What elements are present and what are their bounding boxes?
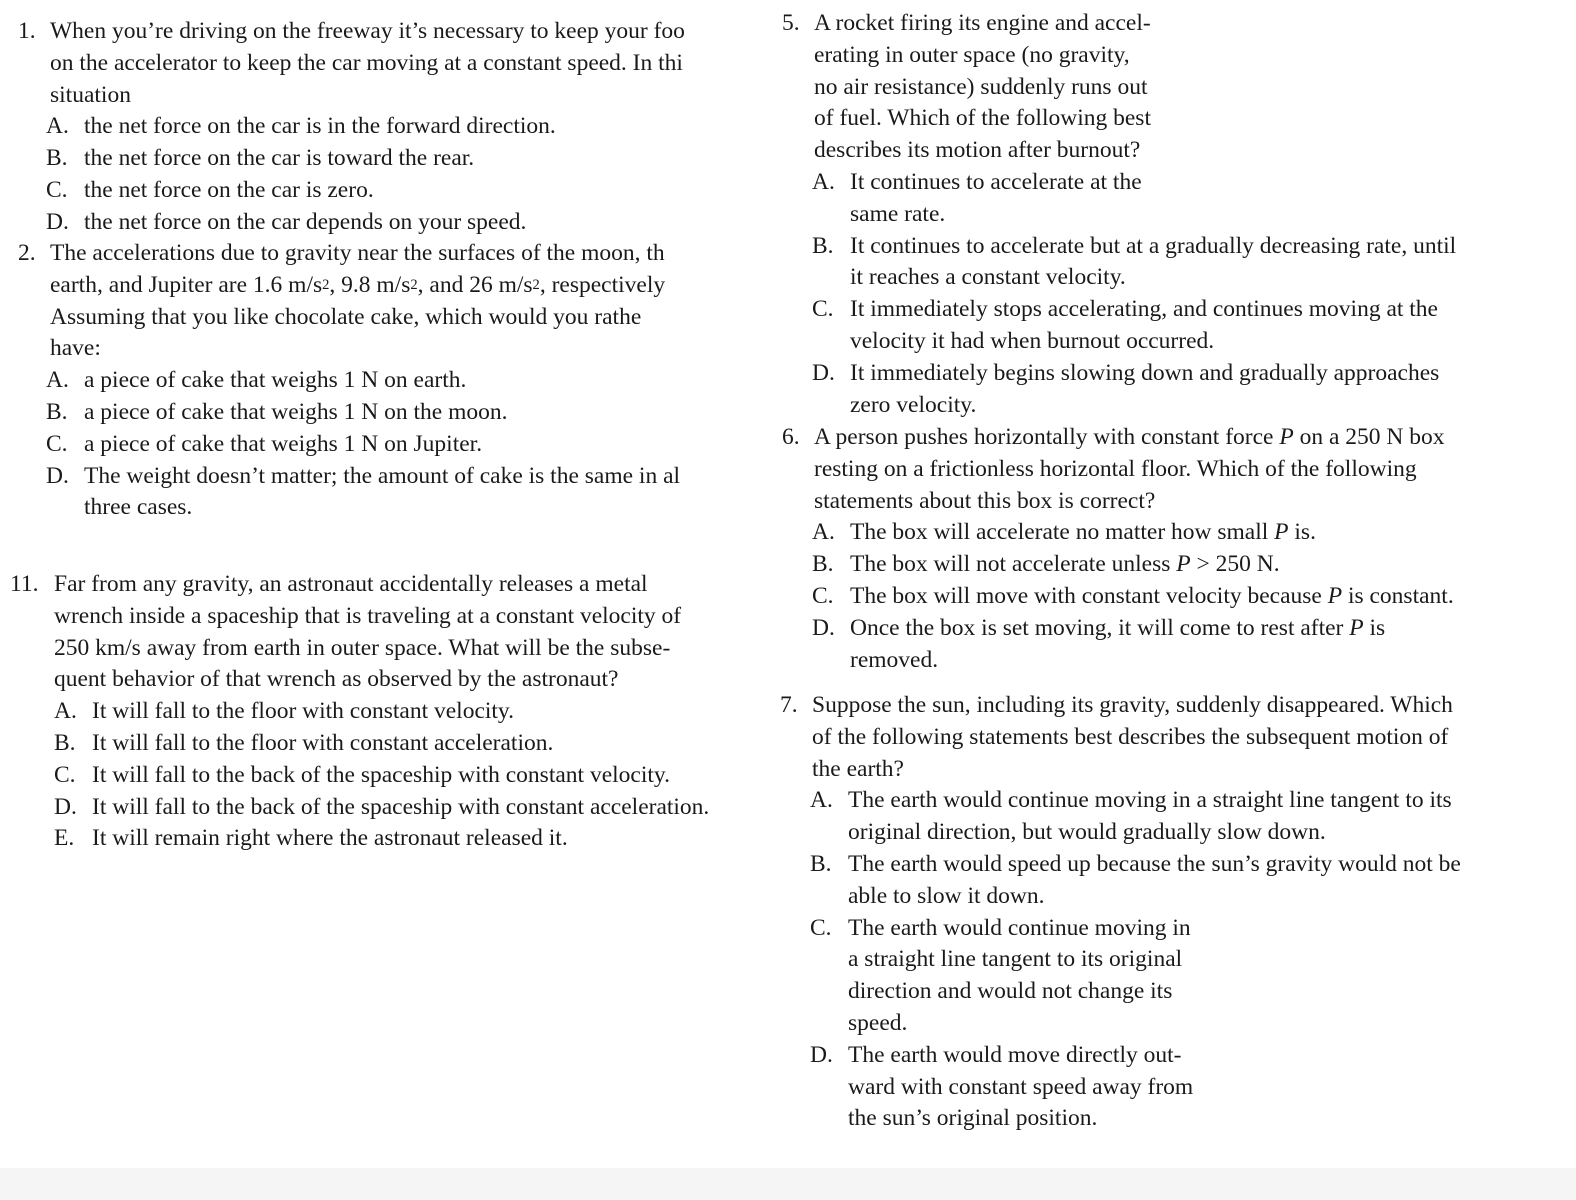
- stem-text: , and 26 m/s: [417, 271, 533, 298]
- page-bottom-band: [0, 1168, 1576, 1200]
- option-text: ward with constant speed away from: [848, 1073, 1194, 1100]
- option-text: zero velocity.: [850, 391, 977, 418]
- option-letter: D.: [812, 614, 835, 641]
- question-number: 2.: [18, 240, 36, 266]
- stem-line: the earth?: [812, 755, 904, 782]
- option-text: speed.: [848, 1009, 908, 1036]
- option-text: It continues to accelerate but at a gradually decreasing rate, until: [850, 232, 1457, 259]
- question-6: [782, 422, 1516, 676]
- option-text: The earth would continue moving in: [848, 914, 1191, 941]
- option-b: [54, 728, 756, 760]
- stem-text: , 9.8 m/s: [329, 271, 411, 298]
- option-letter: D.: [46, 208, 69, 235]
- option-a: [54, 696, 756, 728]
- option-d: [46, 461, 741, 525]
- option-text-part: Once the box is set moving, it will come to rest after: [850, 614, 1350, 641]
- option-text: direction and would not change its: [848, 978, 1173, 1005]
- option-text: velocity it had when burnout occurred.: [850, 327, 1215, 354]
- stem-line: situation: [50, 81, 131, 108]
- stem-line: no air resistance) suddenly runs out: [814, 73, 1148, 100]
- option-text: the net force on the car is toward the rear.: [84, 145, 475, 172]
- exponent: 2: [410, 276, 418, 293]
- option-text: original direction, but would gradually slow down.: [848, 819, 1326, 846]
- option-letter: C.: [46, 176, 68, 203]
- question-2: [18, 238, 741, 524]
- question-number: 11.: [10, 571, 39, 597]
- option-c: [810, 913, 1514, 1040]
- option-c: [812, 581, 1516, 613]
- option-text: a piece of cake that weighs 1 N on the moon.: [84, 398, 508, 425]
- stem-line: 250 km/s away from earth in outer space. What will be the subse-: [54, 634, 671, 661]
- option-e: [54, 823, 756, 855]
- stem-text: A person pushes horizontally with constant force: [814, 424, 1280, 450]
- stem-line: Far from any gravity, an astronaut accidentally releases a metal: [54, 571, 648, 597]
- option-text-part: is.: [1288, 519, 1316, 546]
- option-c: [54, 760, 756, 792]
- option-b: [46, 397, 741, 429]
- option-letter: C.: [810, 914, 832, 941]
- stem-line: A rocket firing its engine and accel-: [814, 10, 1151, 36]
- option-letter: C.: [812, 582, 834, 609]
- option-a: [812, 517, 1516, 549]
- option-letter: B.: [812, 232, 834, 259]
- option-text: The earth would move directly out-: [848, 1041, 1182, 1068]
- option-letter: A.: [46, 367, 69, 394]
- option-text-part: is: [1363, 614, 1386, 641]
- stem-line: statements about this box is correct?: [814, 487, 1156, 514]
- option-text: [850, 549, 1516, 581]
- variable: P: [1176, 551, 1191, 578]
- option-text: It immediately stops accelerating, and continues moving at the: [850, 296, 1438, 323]
- option-letter: C.: [46, 430, 68, 457]
- option-text: removed.: [850, 646, 939, 673]
- option-text: It will fall to the floor with constant acceleration.: [92, 729, 554, 756]
- option-letter: B.: [46, 145, 68, 172]
- question-5: [782, 8, 1516, 421]
- option-text: The earth would speed up because the sun’s gravity would not be: [848, 850, 1461, 877]
- question-6-stem: [782, 422, 1516, 517]
- option-text: It continues to accelerate at the: [850, 168, 1142, 195]
- option-text: the sun’s original position.: [848, 1105, 1098, 1132]
- option-d: [46, 207, 741, 239]
- option-b: [46, 143, 741, 175]
- variable: P: [1274, 519, 1289, 546]
- option-letter: B.: [810, 850, 832, 877]
- option-letter: A.: [54, 698, 77, 725]
- exponent: 2: [322, 276, 330, 293]
- option-d: [812, 613, 1516, 677]
- option-text: It will remain right where the astronaut released it.: [92, 825, 568, 852]
- question-number: 5.: [782, 10, 800, 36]
- stem-line: on the accelerator to keep the car moving at a constant speed. In thi: [50, 49, 683, 76]
- option-a: [46, 111, 741, 143]
- option-text: [850, 613, 1516, 645]
- question-number: 6.: [782, 424, 800, 450]
- stem-line: have:: [50, 335, 101, 362]
- stem-line: wrench inside a spaceship that is traveling at a constant velocity of: [54, 602, 682, 629]
- option-letter: D.: [812, 359, 835, 386]
- option-text: It immediately begins slowing down and gradually approaches: [850, 359, 1440, 386]
- stem-line: Suppose the sun, including its gravity, suddenly disappeared. Which: [812, 692, 1453, 718]
- stem-text: , respectively: [539, 271, 666, 298]
- stem-line: quent behavior of that wrench as observed by the astronaut?: [54, 666, 619, 693]
- question-5-stem: [782, 8, 1516, 167]
- option-letter: D.: [810, 1041, 833, 1068]
- stem-line: The accelerations due to gravity near the surfaces of the moon, th: [50, 240, 665, 266]
- variable: P: [1349, 614, 1364, 641]
- option-text: it reaches a constant velocity.: [850, 264, 1126, 291]
- option-text-part: The box will not accelerate unless: [850, 551, 1177, 578]
- question-number: 1.: [18, 18, 36, 44]
- option-b: [812, 231, 1516, 295]
- option-letter: A.: [812, 519, 835, 546]
- option-letter: A.: [46, 113, 69, 140]
- option-letter: A.: [810, 787, 833, 814]
- option-letter: D.: [54, 793, 77, 820]
- option-text: the net force on the car is in the forward direction.: [84, 113, 556, 140]
- option-d: [812, 358, 1516, 422]
- option-b: [812, 549, 1516, 581]
- option-letter: C.: [812, 296, 834, 323]
- option-c: [812, 294, 1516, 358]
- option-text: a straight line tangent to its original: [848, 946, 1183, 973]
- stem-line: [814, 422, 1516, 454]
- option-text: The weight doesn’t matter; the amount of cake is the same in al: [84, 462, 681, 489]
- option-text: It will fall to the back of the spaceship with constant velocity.: [92, 761, 670, 788]
- question-11-stem: [10, 569, 756, 696]
- option-text-part: > 250 N.: [1190, 551, 1280, 578]
- option-text: the net force on the car is zero.: [84, 176, 374, 203]
- option-letter: E.: [54, 825, 75, 852]
- variable: P: [1279, 424, 1294, 450]
- option-letter: B.: [812, 551, 834, 578]
- option-c: [46, 429, 741, 461]
- option-letter: B.: [46, 398, 68, 425]
- stem-text: earth, and Jupiter are 1.6 m/s: [50, 271, 323, 298]
- question-7-stem: [780, 690, 1514, 785]
- option-b: [810, 849, 1514, 913]
- stem-text: on a 250 N box: [1293, 424, 1445, 450]
- option-letter: C.: [54, 761, 76, 788]
- variable: P: [1327, 582, 1343, 609]
- stem-line: [50, 270, 741, 302]
- option-text: a piece of cake that weighs 1 N on earth.: [84, 367, 467, 394]
- option-a: [810, 785, 1514, 849]
- option-text: same rate.: [850, 200, 946, 227]
- stem-line: describes its motion after burnout?: [814, 137, 1141, 164]
- option-d: [810, 1040, 1514, 1135]
- option-letter: A.: [812, 168, 835, 195]
- question-1-stem: [18, 16, 741, 111]
- option-text-part: is constant.: [1342, 582, 1454, 609]
- option-text: three cases.: [84, 494, 193, 521]
- option-text: [850, 517, 1516, 549]
- stem-line: of the following statements best describes the subsequent motion of: [812, 723, 1449, 750]
- option-text-part: The box will accelerate no matter how small: [850, 519, 1275, 546]
- option-letter: D.: [46, 462, 69, 489]
- option-text: It will fall to the floor with constant velocity.: [92, 698, 515, 725]
- option-text: able to slow it down.: [848, 882, 1045, 909]
- option-text: The earth would continue moving in a straight line tangent to its: [848, 787, 1452, 814]
- option-d: [54, 792, 756, 824]
- question-1: [18, 16, 741, 239]
- stem-line: of fuel. Which of the following best: [814, 105, 1151, 132]
- option-text: a piece of cake that weighs 1 N on Jupiter.: [84, 430, 483, 457]
- exponent: 2: [532, 276, 540, 293]
- question-11: [10, 569, 756, 855]
- question-2-stem: [18, 238, 741, 365]
- option-a: [46, 365, 741, 397]
- stem-line: resting on a frictionless horizontal floor. Which of the following: [814, 455, 1417, 482]
- option-text: [850, 581, 1516, 613]
- option-letter: B.: [54, 729, 76, 756]
- question-7: [780, 690, 1514, 1135]
- option-text-part: The box will move with constant velocity because: [850, 582, 1328, 609]
- option-text: It will fall to the back of the spaceship with constant acceleration.: [92, 793, 710, 820]
- question-number: 7.: [780, 692, 798, 718]
- stem-line: Assuming that you like chocolate cake, which would you rathe: [50, 303, 642, 330]
- option-c: [46, 175, 741, 207]
- stem-line: erating in outer space (no gravity,: [814, 41, 1130, 68]
- stem-line: When you’re driving on the freeway it’s necessary to keep your foo: [50, 18, 685, 44]
- option-a: [812, 167, 1516, 231]
- option-text: the net force on the car depends on your speed.: [84, 208, 527, 235]
